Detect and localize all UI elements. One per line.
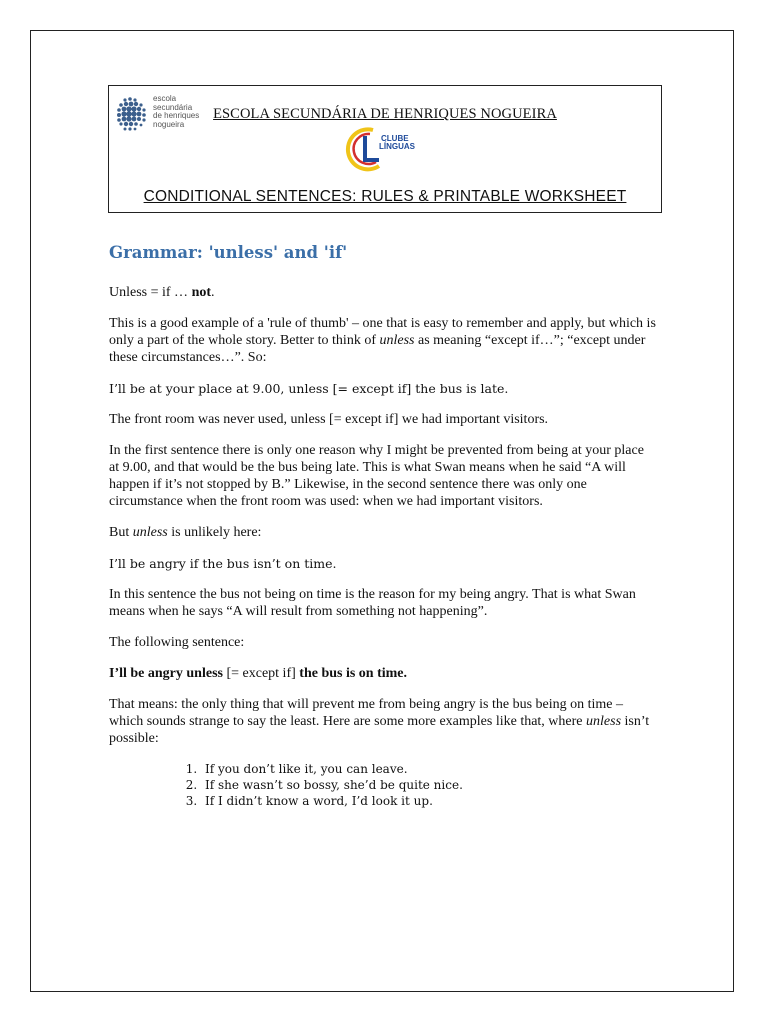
list-item: 1. If you don’t like it, you can leave. bbox=[201, 761, 657, 777]
example-sentence-1: I’ll be at your place at 9.00, unless [= except if] the bus is late. bbox=[109, 381, 509, 396]
worksheet-title: CONDITIONAL SENTENCES: RULES & PRINTABLE WORKSHEET bbox=[143, 188, 627, 205]
document-body bbox=[109, 244, 657, 809]
example-sentence-3: I’ll be angry if the bus isn’t on time. bbox=[109, 556, 337, 571]
school-logo-text: escola secundária de henriques nogueira bbox=[153, 94, 200, 129]
section-heading: Grammar: 'unless' and 'if' bbox=[109, 243, 348, 262]
language-club-logo bbox=[343, 124, 423, 172]
example-sentence-2: The front room was never used, unless [= except if] we had important visitors. bbox=[109, 412, 549, 427]
header-box bbox=[108, 85, 662, 213]
paragraph-intro: This is a good example of a 'rule of thumb' – one that is easy to remember and apply, but which is only a part of the whole story. Better to think of unless as meaning “except if…”; “except under these circumstances…”. So: bbox=[109, 316, 656, 365]
rule-line: Unless = if … not. bbox=[109, 285, 215, 300]
paragraph-reason: In this sentence the bus not being on time is the reason for my being angry. That is what Swan means when he says “A will result from something not happening”. bbox=[109, 587, 636, 619]
examples-list bbox=[109, 761, 657, 809]
list-item: 3. If I didn’t know a word, I’d look it up. bbox=[201, 793, 657, 809]
paragraph-explanation: In the first sentence there is only one reason why I might be prevented from being at your place at 9.00, and that would be the bus being late. This is what Swan means when he said “A will happen if it’s not stopped by B.” Likewise, in the second sentence there was only one circumstance when the front room was used: when we had important visitors. bbox=[109, 443, 644, 509]
example-sentence-4: I’ll be angry unless [= except if] the bus is on time. bbox=[109, 666, 408, 681]
svg-text:CLUBE LÍNGUAS bbox=[379, 134, 416, 151]
club-logo-line-2: LÍNGUAS bbox=[379, 142, 415, 151]
paragraph-meaning: That means: the only thing that will prevent me from being angry is the bus being on time – which sounds strange to say the least. Here are some more examples like that, where unless isn’t possible: bbox=[109, 697, 650, 746]
paragraph-but-unless: But unless is unlikely here: bbox=[109, 525, 262, 540]
paragraph-following: The following sentence: bbox=[109, 635, 245, 650]
school-name: ESCOLA SECUNDÁRIA DE HENRIQUES NOGUEIRA bbox=[213, 106, 557, 122]
list-item: 2. If she wasn’t so bossy, she’d be quite nice. bbox=[201, 777, 657, 793]
club-logo-line-1: CLUBE bbox=[381, 134, 409, 143]
